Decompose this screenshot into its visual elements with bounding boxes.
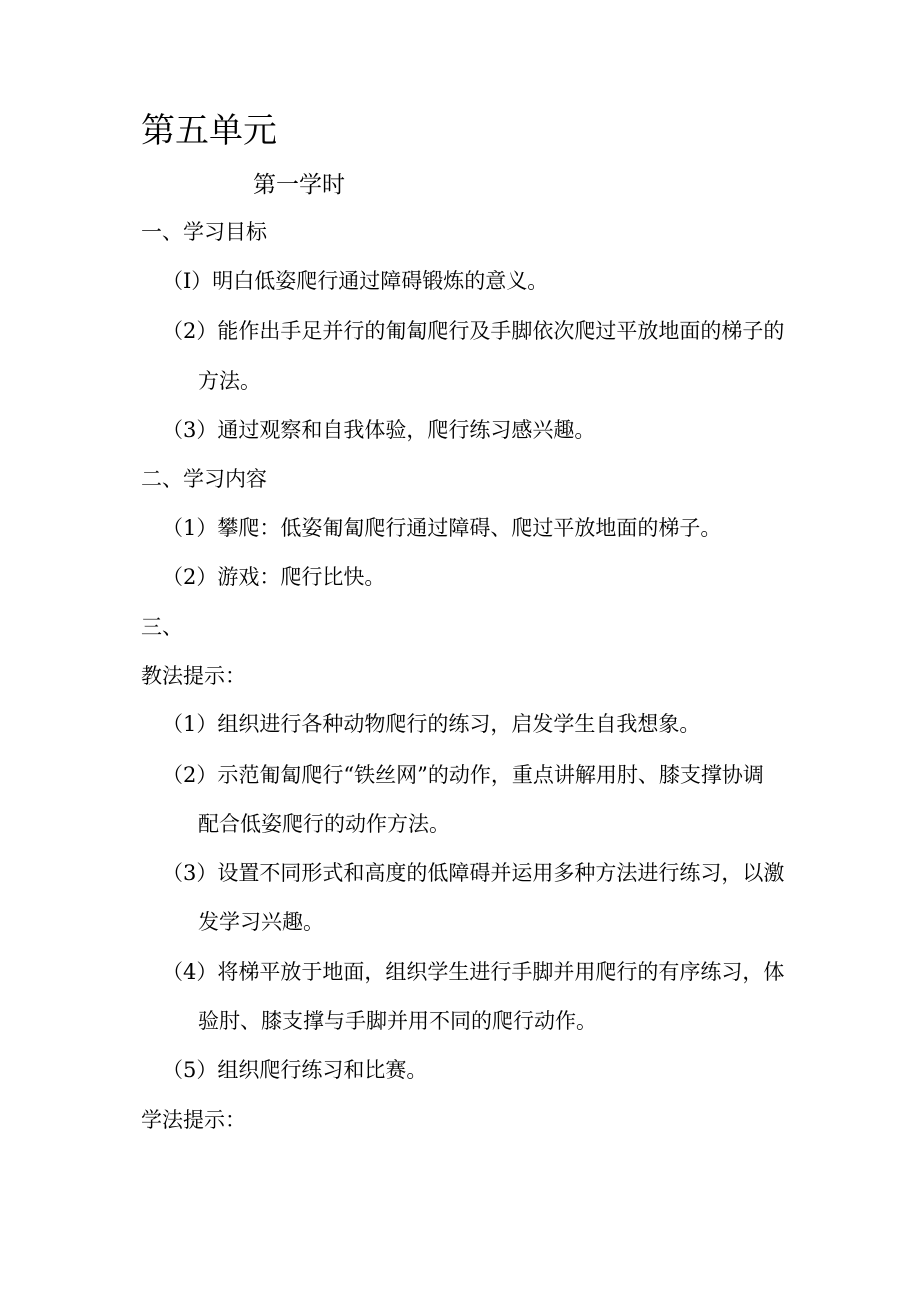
teaching-item-3: （3）设置不同形式和高度的低障碍并运用多种方法进行练习，以激 [162, 861, 785, 885]
teaching-item-3-continued: 发学习兴趣。 [198, 910, 324, 934]
goal-item-2: （2）能作出手足并行的匍匐爬行及手脚依次爬过平放地面的梯子的 [162, 319, 785, 343]
learning-tips-heading: 学法提示： [141, 1108, 246, 1132]
goal-item-3: （3）通过观察和自我体验，爬行练习感兴趣。 [162, 418, 596, 442]
section-heading-learning-content: 二、学习内容 [141, 467, 267, 491]
unit-title: 第五单元 [141, 111, 277, 151]
goal-item-2-continued: 方法。 [198, 369, 261, 393]
content-item-1: （1）攀爬：低姿匍匐爬行通过障碍、爬过平放地面的梯子。 [162, 516, 722, 540]
teaching-item-4: （4）将梯平放于地面，组织学生进行手脚并用爬行的有序练习，体 [162, 960, 785, 984]
teaching-item-2: （2）示范匍匐爬行“铁丝网”的动作，重点讲解用肘、膝支撑协调 [162, 763, 764, 787]
section-heading-learning-goals: 一、学习目标 [141, 220, 267, 244]
teaching-item-4-continued: 验肘、膝支撑与手脚并用不同的爬行动作。 [198, 1009, 597, 1033]
lesson-title: 第一学时 [253, 172, 345, 198]
teaching-item-1: （1）组织进行各种动物爬行的练习，启发学生自我想象。 [162, 712, 701, 736]
teaching-item-5: （5）组织爬行练习和比赛。 [162, 1058, 428, 1082]
teaching-item-2-continued: 配合低姿爬行的动作方法。 [198, 812, 450, 836]
teaching-tips-heading: 教法提示： [141, 664, 246, 688]
section-heading-3: 三、 [141, 615, 183, 639]
content-item-2: （2）游戏：爬行比快。 [162, 565, 386, 589]
goal-item-1: （I）明白低姿爬行通过障碍锻炼的意义。 [162, 269, 549, 293]
